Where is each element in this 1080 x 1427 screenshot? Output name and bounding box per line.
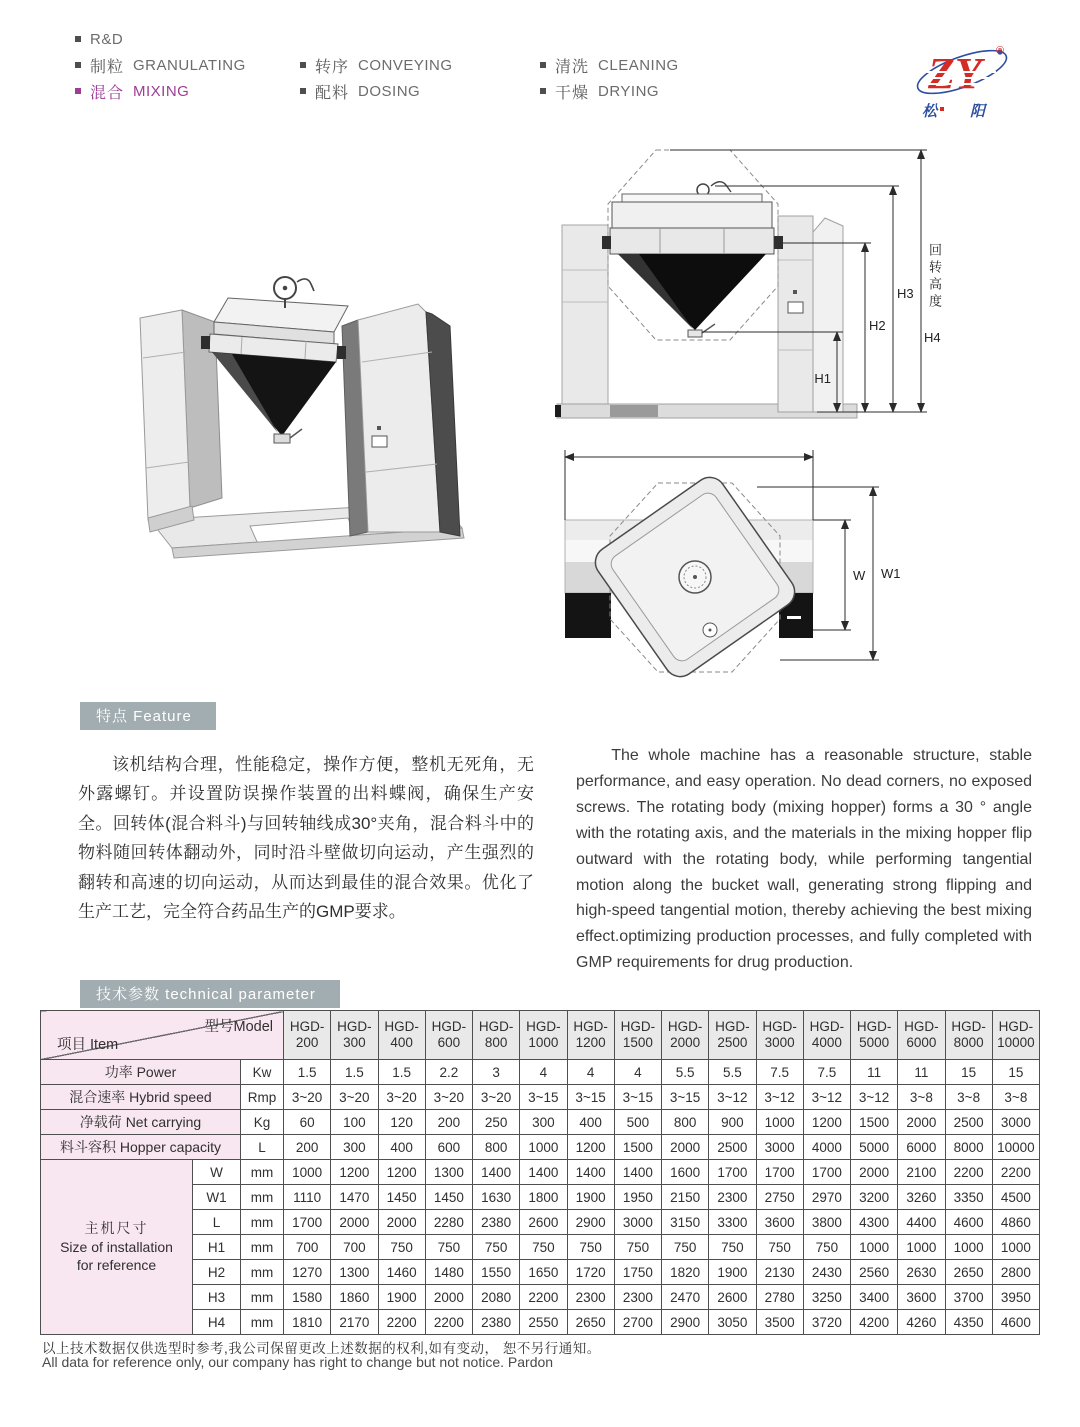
unit-cell: mm xyxy=(241,1235,284,1260)
value-cell: 1000 xyxy=(520,1135,567,1160)
nav-label-zh: 转序 xyxy=(315,58,350,76)
value-cell: 2100 xyxy=(898,1160,945,1185)
row-label-cell: 混合速率 Hybrid speed xyxy=(41,1085,241,1110)
value-cell: 2780 xyxy=(756,1285,803,1310)
value-cell: 300 xyxy=(520,1110,567,1135)
value-cell: 2430 xyxy=(803,1260,850,1285)
row-label-cell: 料斗容积 Hopper capacity xyxy=(41,1135,241,1160)
value-cell: 2170 xyxy=(331,1310,378,1335)
value-cell: 600 xyxy=(425,1135,472,1160)
value-cell: 1900 xyxy=(567,1185,614,1210)
param-row xyxy=(41,1135,1040,1160)
value-cell: 3~8 xyxy=(992,1085,1039,1110)
value-cell: 3150 xyxy=(662,1210,709,1235)
value-cell: 750 xyxy=(378,1235,425,1260)
value-cell: 2200 xyxy=(945,1160,992,1185)
value-cell: 3200 xyxy=(851,1185,898,1210)
value-cell: 2200 xyxy=(378,1310,425,1335)
dim-symbol-cell: H1 xyxy=(193,1235,241,1260)
value-cell: 1000 xyxy=(898,1235,945,1260)
unit-cell: mm xyxy=(241,1185,284,1210)
value-cell: 3~8 xyxy=(945,1085,992,1110)
value-cell: 900 xyxy=(709,1110,756,1135)
value-cell: 3~15 xyxy=(567,1085,614,1110)
dim-label-h1: H1 xyxy=(814,371,831,386)
value-cell: 3000 xyxy=(756,1135,803,1160)
value-cell: 3950 xyxy=(992,1285,1039,1310)
model-header-row xyxy=(41,1011,1040,1060)
unit-cell: mm xyxy=(241,1160,284,1185)
value-cell: 2470 xyxy=(662,1285,709,1310)
nav-label-en: MIXING xyxy=(133,82,190,100)
corner-item-label: 项目 Item xyxy=(57,1037,119,1053)
menu-column-2 xyxy=(300,52,453,104)
dim-label-h4: H4 xyxy=(924,330,941,345)
value-cell: 1400 xyxy=(614,1160,661,1185)
value-cell: 2000 xyxy=(331,1210,378,1235)
value-cell: 4400 xyxy=(898,1210,945,1235)
value-cell: 1720 xyxy=(567,1260,614,1285)
value-cell: 3~12 xyxy=(709,1085,756,1110)
model-header-cell: HGD- 6000 xyxy=(898,1011,945,1060)
value-cell: 8000 xyxy=(945,1135,992,1160)
top-view-drawing xyxy=(555,440,1025,700)
value-cell: 3050 xyxy=(709,1310,756,1335)
value-cell: 1500 xyxy=(614,1135,661,1160)
menu-column-3 xyxy=(540,52,679,104)
svg-text:ZY: ZY xyxy=(928,49,982,98)
value-cell: 1450 xyxy=(425,1185,472,1210)
value-cell: 1700 xyxy=(803,1160,850,1185)
table-corner-cell xyxy=(41,1011,284,1060)
bullet-icon xyxy=(300,88,306,94)
corner-model-label: 型号Model xyxy=(204,1019,273,1035)
value-cell: 300 xyxy=(331,1135,378,1160)
value-cell: 4 xyxy=(520,1060,567,1085)
value-cell: 1750 xyxy=(614,1260,661,1285)
value-cell: 2750 xyxy=(756,1185,803,1210)
value-cell: 4 xyxy=(614,1060,661,1085)
value-cell: 3 xyxy=(473,1060,520,1085)
value-cell: 500 xyxy=(614,1110,661,1135)
value-cell: 2280 xyxy=(425,1210,472,1235)
value-cell: 3250 xyxy=(803,1285,850,1310)
value-cell: 3300 xyxy=(709,1210,756,1235)
size-row xyxy=(41,1160,1040,1185)
technical-parameter-badge: 技术参数 technical parameter xyxy=(80,980,340,1008)
value-cell: 4 xyxy=(567,1060,614,1085)
value-cell: 400 xyxy=(378,1135,425,1160)
dim-symbol-cell: H3 xyxy=(193,1285,241,1310)
value-cell: 1800 xyxy=(520,1185,567,1210)
nav-label-en: CLEANING xyxy=(598,56,679,74)
param-row xyxy=(41,1085,1040,1110)
feature-text-zh: 该机结构合理，性能稳定，操作方便，整机无死角，无外露螺钉。并设置防误操作装置的出料蝶阀，确保生产安全。回转体(混合料斗)与回转轴线成30°夹角，混合料斗中的物料随回转体翻动外，同时沿斗壁做切向运动，产生强烈的翻转和高速的切向运动，从而达到最佳的混合效果。优化了生产工艺，完全符合药品生产的GMP要求。 xyxy=(78,755,534,922)
nav-label-en: DRYING xyxy=(598,82,660,100)
unit-cell: mm xyxy=(241,1260,284,1285)
unit-cell: L xyxy=(241,1135,284,1160)
nav-item-granulating[interactable] xyxy=(75,52,246,78)
value-cell: 2200 xyxy=(425,1310,472,1335)
dim-symbol-cell: W1 xyxy=(193,1185,241,1210)
value-cell: 4600 xyxy=(945,1210,992,1235)
value-cell: 3000 xyxy=(614,1210,661,1235)
value-cell: 750 xyxy=(756,1235,803,1260)
value-cell: 750 xyxy=(803,1235,850,1260)
value-cell: 3~15 xyxy=(520,1085,567,1110)
value-cell: 1460 xyxy=(378,1260,425,1285)
value-cell: 750 xyxy=(709,1235,756,1260)
table-note-zh: 以上技术数据仅供选型时参考,我公司保留更改上述数据的权利,如有变动， 恕不另行通知。 xyxy=(42,1341,601,1356)
model-header-cell: HGD- 2500 xyxy=(709,1011,756,1060)
model-header-cell: HGD- 8000 xyxy=(945,1011,992,1060)
value-cell: 3~12 xyxy=(756,1085,803,1110)
model-header-cell: HGD- 400 xyxy=(378,1011,425,1060)
value-cell: 7.5 xyxy=(803,1060,850,1085)
zy-logo-icon xyxy=(912,36,1016,132)
value-cell: 750 xyxy=(520,1235,567,1260)
dim-label-w1: W1 xyxy=(881,566,901,581)
value-cell: 3~20 xyxy=(331,1085,378,1110)
value-cell: 1950 xyxy=(614,1185,661,1210)
value-cell: 1000 xyxy=(945,1235,992,1260)
value-cell: 1270 xyxy=(284,1260,331,1285)
unit-cell: mm xyxy=(241,1210,284,1235)
value-cell: 2000 xyxy=(851,1160,898,1185)
svg-text:®: ® xyxy=(996,45,1005,57)
model-header-cell: HGD- 200 xyxy=(284,1011,331,1060)
model-header-cell: HGD- 1200 xyxy=(567,1011,614,1060)
nav-label-zh: 清洗 xyxy=(555,58,590,76)
svg-text:松: 松 xyxy=(922,102,938,120)
value-cell: 1.5 xyxy=(331,1060,378,1085)
nav-item-dosing[interactable] xyxy=(300,78,453,104)
value-cell: 1480 xyxy=(425,1260,472,1285)
value-cell: 2600 xyxy=(709,1285,756,1310)
value-cell: 4350 xyxy=(945,1310,992,1335)
value-cell: 3000 xyxy=(992,1110,1039,1135)
model-header-cell: HGD- 1000 xyxy=(520,1011,567,1060)
unit-cell: Kw xyxy=(241,1060,284,1085)
value-cell: 1630 xyxy=(473,1185,520,1210)
value-cell: 200 xyxy=(284,1135,331,1160)
value-cell: 750 xyxy=(425,1235,472,1260)
value-cell: 3720 xyxy=(803,1310,850,1335)
nav-item-conveying[interactable] xyxy=(300,52,453,78)
nav-label-zh: 干燥 xyxy=(555,84,590,102)
svg-text:阳: 阳 xyxy=(970,102,986,120)
model-header-cell: HGD- 4000 xyxy=(803,1011,850,1060)
value-cell: 1450 xyxy=(378,1185,425,1210)
value-cell: 1900 xyxy=(378,1285,425,1310)
model-header-cell: HGD- 2000 xyxy=(662,1011,709,1060)
model-header-cell: HGD- 10000 xyxy=(992,1011,1039,1060)
value-cell: 1470 xyxy=(331,1185,378,1210)
value-cell: 2000 xyxy=(898,1110,945,1135)
value-cell: 2300 xyxy=(709,1185,756,1210)
value-cell: 15 xyxy=(945,1060,992,1085)
unit-cell: Kg xyxy=(241,1110,284,1135)
value-cell: 3~15 xyxy=(662,1085,709,1110)
value-cell: 2000 xyxy=(378,1210,425,1235)
value-cell: 3~20 xyxy=(284,1085,331,1110)
value-cell: 5000 xyxy=(851,1135,898,1160)
value-cell: 15 xyxy=(992,1060,1039,1085)
value-cell: 2000 xyxy=(662,1135,709,1160)
value-cell: 750 xyxy=(614,1235,661,1260)
value-cell: 3700 xyxy=(945,1285,992,1310)
machine-3d-illustration xyxy=(110,240,470,570)
value-cell: 1900 xyxy=(709,1260,756,1285)
company-logo xyxy=(912,36,1016,132)
value-cell: 1.5 xyxy=(284,1060,331,1085)
row-label-cell: 净载荷 Net carrying xyxy=(41,1110,241,1135)
value-cell: 1110 xyxy=(284,1185,331,1210)
value-cell: 100 xyxy=(331,1110,378,1135)
value-cell: 2900 xyxy=(662,1310,709,1335)
value-cell: 1650 xyxy=(520,1260,567,1285)
value-cell: 120 xyxy=(378,1110,425,1135)
value-cell: 1200 xyxy=(331,1160,378,1185)
unit-cell: mm xyxy=(241,1285,284,1310)
value-cell: 1820 xyxy=(662,1260,709,1285)
bullet-icon xyxy=(75,36,81,42)
nav-item-drying[interactable] xyxy=(540,78,679,104)
value-cell: 4200 xyxy=(851,1310,898,1335)
value-cell: 1550 xyxy=(473,1260,520,1285)
value-cell: 4860 xyxy=(992,1210,1039,1235)
value-cell: 11 xyxy=(898,1060,945,1085)
model-header-cell: HGD- 300 xyxy=(331,1011,378,1060)
value-cell: 2800 xyxy=(992,1260,1039,1285)
front-view-drawing xyxy=(555,140,1025,440)
table-note-en: All data for reference only, our company has right to change but not notice. Pardon xyxy=(42,1354,554,1370)
value-cell: 3350 xyxy=(945,1185,992,1210)
value-cell: 3600 xyxy=(898,1285,945,1310)
value-cell: 750 xyxy=(567,1235,614,1260)
value-cell: 4600 xyxy=(992,1310,1039,1335)
value-cell: 7.5 xyxy=(756,1060,803,1085)
model-header-cell: HGD- 1500 xyxy=(614,1011,661,1060)
value-cell: 2130 xyxy=(756,1260,803,1285)
nav-label-en: GRANULATING xyxy=(133,56,246,74)
dim-label-rotation-height: 回转高度 xyxy=(927,243,942,311)
value-cell: 2700 xyxy=(614,1310,661,1335)
value-cell: 2560 xyxy=(851,1260,898,1285)
value-cell: 1300 xyxy=(425,1160,472,1185)
row-label-cell: 功率 Power xyxy=(41,1060,241,1085)
value-cell: 2380 xyxy=(473,1210,520,1235)
value-cell: 1.5 xyxy=(378,1060,425,1085)
feature-text-en: The whole machine has a reasonable structure, stable performance, and easy operation. No dead corners, no exposed screws. The rotating body (mixing hopper) forms a 30 ° angle with the rotating axis, and the materials in the mixing hopper flip outward with the rotating body, while performing tangential motion along the bucket wall, generating strong flipping and high-speed tangential motion, thereby achieving the best mixing effect.optimizing production processes, and fully completed with GMP requirements for drug production. xyxy=(576,747,1032,972)
value-cell: 1400 xyxy=(473,1160,520,1185)
value-cell: 2150 xyxy=(662,1185,709,1210)
value-cell: 1580 xyxy=(284,1285,331,1310)
value-cell: 2630 xyxy=(898,1260,945,1285)
unit-cell: mm xyxy=(241,1310,284,1335)
value-cell: 2300 xyxy=(567,1285,614,1310)
nav-label-en: DOSING xyxy=(358,82,421,100)
value-cell: 3500 xyxy=(756,1310,803,1335)
dim-symbol-cell: W xyxy=(193,1160,241,1185)
value-cell: 3~12 xyxy=(803,1085,850,1110)
dim-symbol-cell: H2 xyxy=(193,1260,241,1285)
value-cell: 2200 xyxy=(992,1160,1039,1185)
value-cell: 2500 xyxy=(945,1110,992,1135)
value-cell: 10000 xyxy=(992,1135,1039,1160)
bullet-icon xyxy=(75,62,81,68)
value-cell: 3~20 xyxy=(425,1085,472,1110)
param-row xyxy=(41,1110,1040,1135)
nav-label-zh: 制粒 xyxy=(90,58,125,76)
value-cell: 750 xyxy=(473,1235,520,1260)
value-cell: 200 xyxy=(425,1110,472,1135)
value-cell: 3~20 xyxy=(378,1085,425,1110)
value-cell: 1200 xyxy=(803,1110,850,1135)
value-cell: 2500 xyxy=(709,1135,756,1160)
dim-label-w: W xyxy=(853,568,866,583)
value-cell: 800 xyxy=(662,1110,709,1135)
value-cell: 2650 xyxy=(945,1260,992,1285)
value-cell: 1200 xyxy=(567,1135,614,1160)
value-cell: 4500 xyxy=(992,1185,1039,1210)
value-cell: 2550 xyxy=(520,1310,567,1335)
bullet-icon xyxy=(540,62,546,68)
value-cell: 4260 xyxy=(898,1310,945,1335)
bullet-icon xyxy=(540,88,546,94)
dim-symbol-cell: H4 xyxy=(193,1310,241,1335)
param-row xyxy=(41,1060,1040,1085)
value-cell: 400 xyxy=(567,1110,614,1135)
value-cell: 4300 xyxy=(851,1210,898,1235)
value-cell: 750 xyxy=(662,1235,709,1260)
value-cell: 5.5 xyxy=(662,1060,709,1085)
value-cell: 6000 xyxy=(898,1135,945,1160)
value-cell: 3400 xyxy=(851,1285,898,1310)
dim-symbol-cell: L xyxy=(193,1210,241,1235)
value-cell: 3800 xyxy=(803,1210,850,1235)
value-cell: 3~20 xyxy=(473,1085,520,1110)
value-cell: 2380 xyxy=(473,1310,520,1335)
nav-item-rnd[interactable] xyxy=(75,26,246,52)
value-cell: 1400 xyxy=(567,1160,614,1185)
value-cell: 2200 xyxy=(520,1285,567,1310)
value-cell: 700 xyxy=(331,1235,378,1260)
value-cell: 1400 xyxy=(520,1160,567,1185)
size-group-label-cell: 主机尺寸 Size of installation for reference xyxy=(41,1160,193,1335)
value-cell: 1500 xyxy=(851,1110,898,1135)
value-cell: 1700 xyxy=(756,1160,803,1185)
unit-cell: Rmp xyxy=(241,1085,284,1110)
dim-label-h2: H2 xyxy=(869,318,886,333)
technical-parameter-table xyxy=(40,1010,1040,1335)
value-cell: 1860 xyxy=(331,1285,378,1310)
nav-item-cleaning[interactable] xyxy=(540,52,679,78)
value-cell: 3~12 xyxy=(851,1085,898,1110)
model-header-cell: HGD- 800 xyxy=(473,1011,520,1060)
value-cell: 1000 xyxy=(756,1110,803,1135)
feature-section-badge: 特点 Feature xyxy=(80,702,216,730)
value-cell: 60 xyxy=(284,1110,331,1135)
value-cell: 1810 xyxy=(284,1310,331,1335)
nav-label: R&D xyxy=(90,30,124,48)
value-cell: 11 xyxy=(851,1060,898,1085)
value-cell: 1700 xyxy=(284,1210,331,1235)
value-cell: 1600 xyxy=(662,1160,709,1185)
nav-label-zh: 混合 xyxy=(90,84,125,102)
value-cell: 3~15 xyxy=(614,1085,661,1110)
value-cell: 2900 xyxy=(567,1210,614,1235)
value-cell: 1300 xyxy=(331,1260,378,1285)
value-cell: 700 xyxy=(284,1235,331,1260)
value-cell: 2970 xyxy=(803,1185,850,1210)
dim-label-h3: H3 xyxy=(897,286,914,301)
value-cell: 1000 xyxy=(851,1235,898,1260)
value-cell: 3~8 xyxy=(898,1085,945,1110)
value-cell: 2080 xyxy=(473,1285,520,1310)
nav-label-en: CONVEYING xyxy=(358,56,453,74)
nav-label-zh: 配料 xyxy=(315,84,350,102)
value-cell: 2600 xyxy=(520,1210,567,1235)
model-header-cell: HGD- 3000 xyxy=(756,1011,803,1060)
value-cell: 250 xyxy=(473,1110,520,1135)
value-cell: 800 xyxy=(473,1135,520,1160)
value-cell: 3260 xyxy=(898,1185,945,1210)
value-cell: 1700 xyxy=(709,1160,756,1185)
model-header-cell: HGD- 600 xyxy=(425,1011,472,1060)
value-cell: 5.5 xyxy=(709,1060,756,1085)
bullet-icon xyxy=(75,88,81,94)
bullet-icon xyxy=(300,62,306,68)
value-cell: 2650 xyxy=(567,1310,614,1335)
menu-column-1 xyxy=(75,26,246,104)
value-cell: 2000 xyxy=(425,1285,472,1310)
value-cell: 2.2 xyxy=(425,1060,472,1085)
value-cell: 2300 xyxy=(614,1285,661,1310)
value-cell: 4000 xyxy=(803,1135,850,1160)
value-cell: 1000 xyxy=(992,1235,1039,1260)
nav-item-mixing-active[interactable] xyxy=(75,78,246,104)
value-cell: 1000 xyxy=(284,1160,331,1185)
value-cell: 3600 xyxy=(756,1210,803,1235)
value-cell: 1200 xyxy=(378,1160,425,1185)
model-header-cell: HGD- 5000 xyxy=(851,1011,898,1060)
